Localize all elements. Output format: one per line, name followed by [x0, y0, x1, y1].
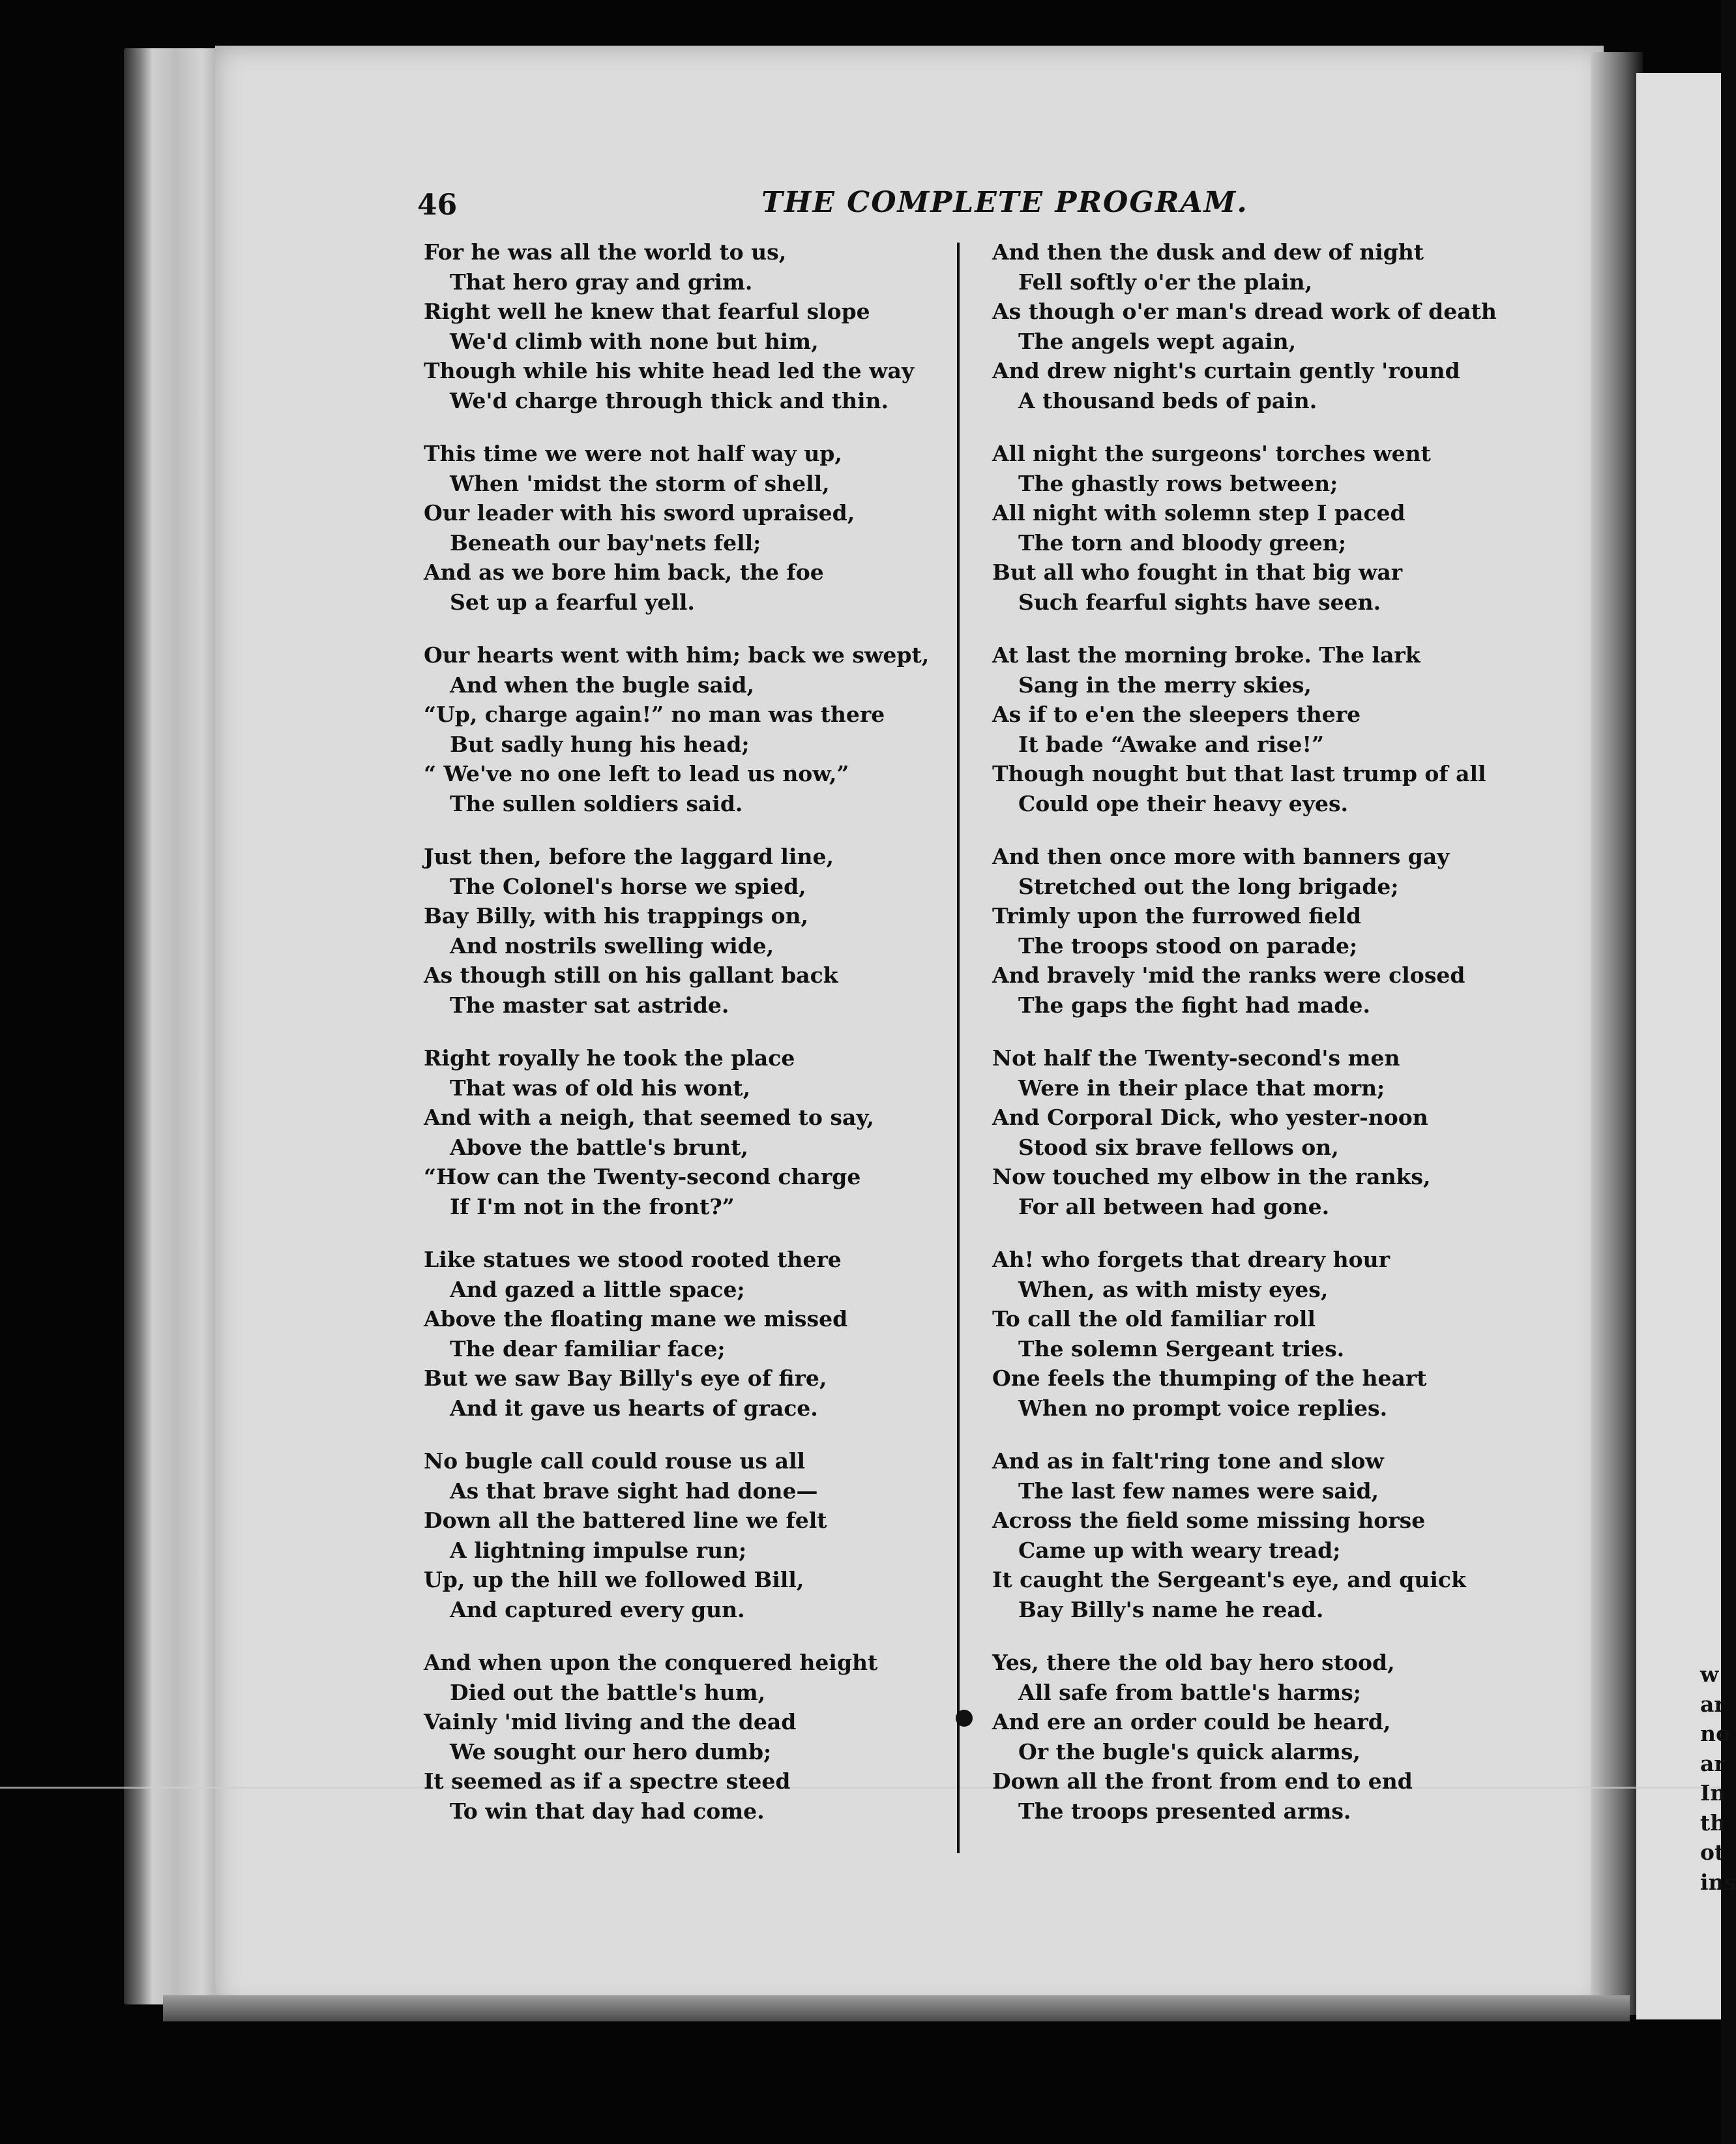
poem-line: Just then, before the laggard line, [424, 844, 834, 869]
poem-line: Like statues we stood rooted there [424, 1247, 842, 1272]
poem-line: The troops stood on parade; [1018, 932, 1358, 959]
poem-line: Stretched out the long brigade; [1018, 873, 1399, 899]
poem-line: Right well he knew that fearful slope [424, 299, 870, 324]
stanza [992, 1043, 1514, 1221]
stanza [992, 640, 1514, 818]
poem-line: Fell softly o'er the plain, [1018, 269, 1313, 295]
poem-line: A thousand beds of pain. [1018, 387, 1317, 413]
poem-line: We'd climb with none but him, [450, 328, 819, 354]
facing-page-fragment: th [1700, 1809, 1726, 1836]
poem-line: Though while his white head led the way [424, 358, 915, 383]
poem-line: Not half the Twenty-second's men [992, 1045, 1400, 1071]
poem-line: Could ope their heavy eyes. [1018, 790, 1349, 816]
poem-line: Vainly 'mid living and the dead [424, 1709, 797, 1735]
poem-line: For he was all the world to us, [424, 239, 787, 265]
poem-line: The torn and bloody green; [1018, 529, 1347, 556]
poem-line: Right royally he took the place [424, 1045, 795, 1071]
poem-line: The master sat astride. [450, 992, 729, 1018]
poem-line: It caught the Sergeant's eye, and quick [992, 1567, 1466, 1592]
poem-line: Bay Billy's name he read. [1018, 1596, 1324, 1622]
poem-line: A lightning impulse run; [450, 1537, 747, 1563]
stanza [992, 842, 1514, 1020]
poem-line: It seemed as if a spectre steed [424, 1768, 791, 1794]
poem-line: All safe from battle's harms; [1018, 1679, 1361, 1705]
poem-line: Yes, there the old bay hero stood, [992, 1650, 1395, 1675]
poem-line: And with a neigh, that seemed to say, [424, 1105, 874, 1130]
column-divider [957, 243, 960, 1853]
poem-column-right [992, 237, 1514, 1849]
stanza [424, 1043, 939, 1221]
gutter-shadow [1591, 52, 1643, 2015]
poem-line: No bugle call could rouse us all [424, 1448, 806, 1474]
stanza [992, 1446, 1514, 1624]
facing-page-fragment: In [1700, 1780, 1726, 1806]
poem-line: And ere an order could be heard, [992, 1709, 1391, 1735]
poem-line: But all who fought in that big war [992, 559, 1403, 585]
poem-line: And gazed a little space; [450, 1276, 745, 1302]
poem-line: And then once more with banners gay [992, 844, 1450, 869]
poem-line: Set up a fearful yell. [450, 589, 695, 615]
poem-line: Up, up the hill we followed Bill, [424, 1567, 804, 1592]
poem-line: But sadly hung his head; [450, 731, 750, 757]
poem-line: The dear familiar face; [450, 1335, 726, 1362]
poem-line: The gaps the fight had made. [1018, 992, 1370, 1018]
stanza [424, 237, 939, 415]
poem-line: As though still on his gallant back [424, 962, 838, 988]
poem-line: All night the surgeons' torches went [992, 441, 1431, 466]
poem-line: When no prompt voice replies. [1018, 1395, 1388, 1421]
stanza [424, 640, 939, 818]
poem-line: When, as with misty eyes, [1018, 1276, 1329, 1302]
stanza [424, 1648, 939, 1826]
poem-line: The Colonel's horse we spied, [450, 873, 806, 899]
poem-line: Across the field some missing horse [992, 1508, 1426, 1533]
poem-line: To call the old familiar roll [992, 1306, 1316, 1332]
poem-line: Our leader with his sword upraised, [424, 500, 855, 526]
poem-line: Down all the battered line we felt [424, 1508, 827, 1533]
poem-line: As that brave sight had done— [450, 1478, 818, 1504]
facing-page-fragment: ins [1700, 1869, 1736, 1895]
page-bottom-edge [163, 1995, 1630, 2021]
poem-line: “Up, charge again!” no man was there [424, 702, 885, 727]
poem-line: For all between had gone. [1018, 1193, 1330, 1219]
poem-line: Above the battle's brunt, [450, 1134, 748, 1160]
page-number: 46 [417, 188, 458, 222]
poem-line: The ghastly rows between; [1018, 470, 1338, 496]
stanza [992, 1245, 1514, 1423]
facing-page-text-fragments [1700, 1660, 1736, 1897]
stanza [424, 842, 939, 1020]
poem-line: If I'm not in the front?” [450, 1193, 735, 1219]
poem-line: Sang in the merry skies, [1018, 672, 1312, 698]
facing-page-fragment: no [1700, 1721, 1731, 1746]
poem-line: The last few names were said, [1018, 1478, 1379, 1504]
poem-line: And captured every gun. [450, 1596, 745, 1622]
stanza [992, 439, 1514, 617]
poem-line: Bay Billy, with his trappings on, [424, 903, 809, 929]
poem-line: Beneath our bay'nets fell; [450, 529, 761, 556]
poem-line: The sullen soldiers said. [450, 790, 743, 816]
poem-line: “How can the Twenty-second charge [424, 1164, 861, 1189]
poem-line: Our hearts went with him; back we swept, [424, 642, 930, 668]
poem-line: Died out the battle's hum, [450, 1679, 766, 1705]
poem-line: But we saw Bay Billy's eye of fire, [424, 1365, 827, 1391]
stanza [424, 439, 939, 617]
poem-line: Such fearful sights have seen. [1018, 589, 1381, 615]
poem-line: And Corporal Dick, who yester-noon [992, 1105, 1428, 1130]
poem-line: To win that day had come. [450, 1798, 765, 1824]
poem-line: The solemn Sergeant tries. [1018, 1335, 1345, 1362]
poem-line: Came up with weary tread; [1018, 1537, 1341, 1563]
page-header [417, 186, 1265, 225]
poem-line: That was of old his wont, [450, 1075, 751, 1101]
poem-line: The angels wept again, [1018, 328, 1297, 354]
poem-line: Were in their place that morn; [1018, 1075, 1385, 1101]
poem-line: And then the dusk and dew of night [992, 239, 1424, 265]
stanza [424, 1446, 939, 1624]
ink-blot [956, 1710, 973, 1727]
poem-line: And as in falt'ring tone and slow [992, 1448, 1384, 1474]
poem-line: When 'midst the storm of shell, [450, 470, 830, 496]
poem-line: Above the floating mane we missed [424, 1306, 848, 1332]
poem-column-left [424, 237, 939, 1849]
poem-line: As though o'er man's dread work of death [992, 299, 1497, 324]
stanza [992, 237, 1514, 415]
poem-line: And it gave us hearts of grace. [450, 1395, 818, 1421]
poem-line: Though nought but that last trump of all [992, 761, 1486, 786]
poem-line: The troops presented arms. [1018, 1798, 1351, 1824]
poem-line: Stood six brave fellows on, [1018, 1134, 1339, 1160]
poem-line: One feels the thumping of the heart [992, 1365, 1427, 1391]
poem-line: And when upon the conquered height [424, 1650, 878, 1675]
poem-line: We sought our hero dumb; [450, 1738, 772, 1764]
poem-line: And nostrils swelling wide, [450, 932, 774, 959]
poem-line: Ah! who forgets that dreary hour [992, 1247, 1390, 1272]
facing-page-fragment: w [1700, 1661, 1719, 1687]
poem-line: Now touched my elbow in the ranks, [992, 1164, 1431, 1189]
poem-line: And when the bugle said, [450, 672, 754, 698]
poem-line: And bravely 'mid the ranks were closed [992, 962, 1465, 988]
poem-line: That hero gray and grim. [450, 269, 753, 295]
facing-page-fragment: ar [1700, 1691, 1726, 1717]
poem-line: And as we bore him back, the foe [424, 559, 824, 585]
stanza [992, 1648, 1514, 1826]
poem-line: “ We've no one left to lead us now,” [424, 761, 849, 786]
poem-line: As if to e'en the sleepers there [992, 702, 1361, 727]
poem-line: We'd charge through thick and thin. [450, 387, 889, 413]
poem-line: All night with solemn step I paced [992, 500, 1405, 526]
facing-page-fragment: ot [1700, 1839, 1725, 1865]
running-title: THE COMPLETE PROGRAM. [761, 186, 1248, 219]
poem-line: And drew night's curtain gently 'round [992, 358, 1460, 383]
poem-line: Down all the front from end to end [992, 1768, 1413, 1794]
stanza [424, 1245, 939, 1423]
poem-line: It bade “Awake and rise!” [1018, 731, 1324, 757]
poem-line: Or the bugle's quick alarms, [1018, 1738, 1361, 1764]
poem-line: Trimly upon the furrowed field [992, 903, 1362, 929]
facing-page-fragment: ar [1700, 1750, 1726, 1776]
poem-line: This time we were not half way up, [424, 441, 842, 466]
poem-line: At last the morning broke. The lark [992, 642, 1420, 668]
